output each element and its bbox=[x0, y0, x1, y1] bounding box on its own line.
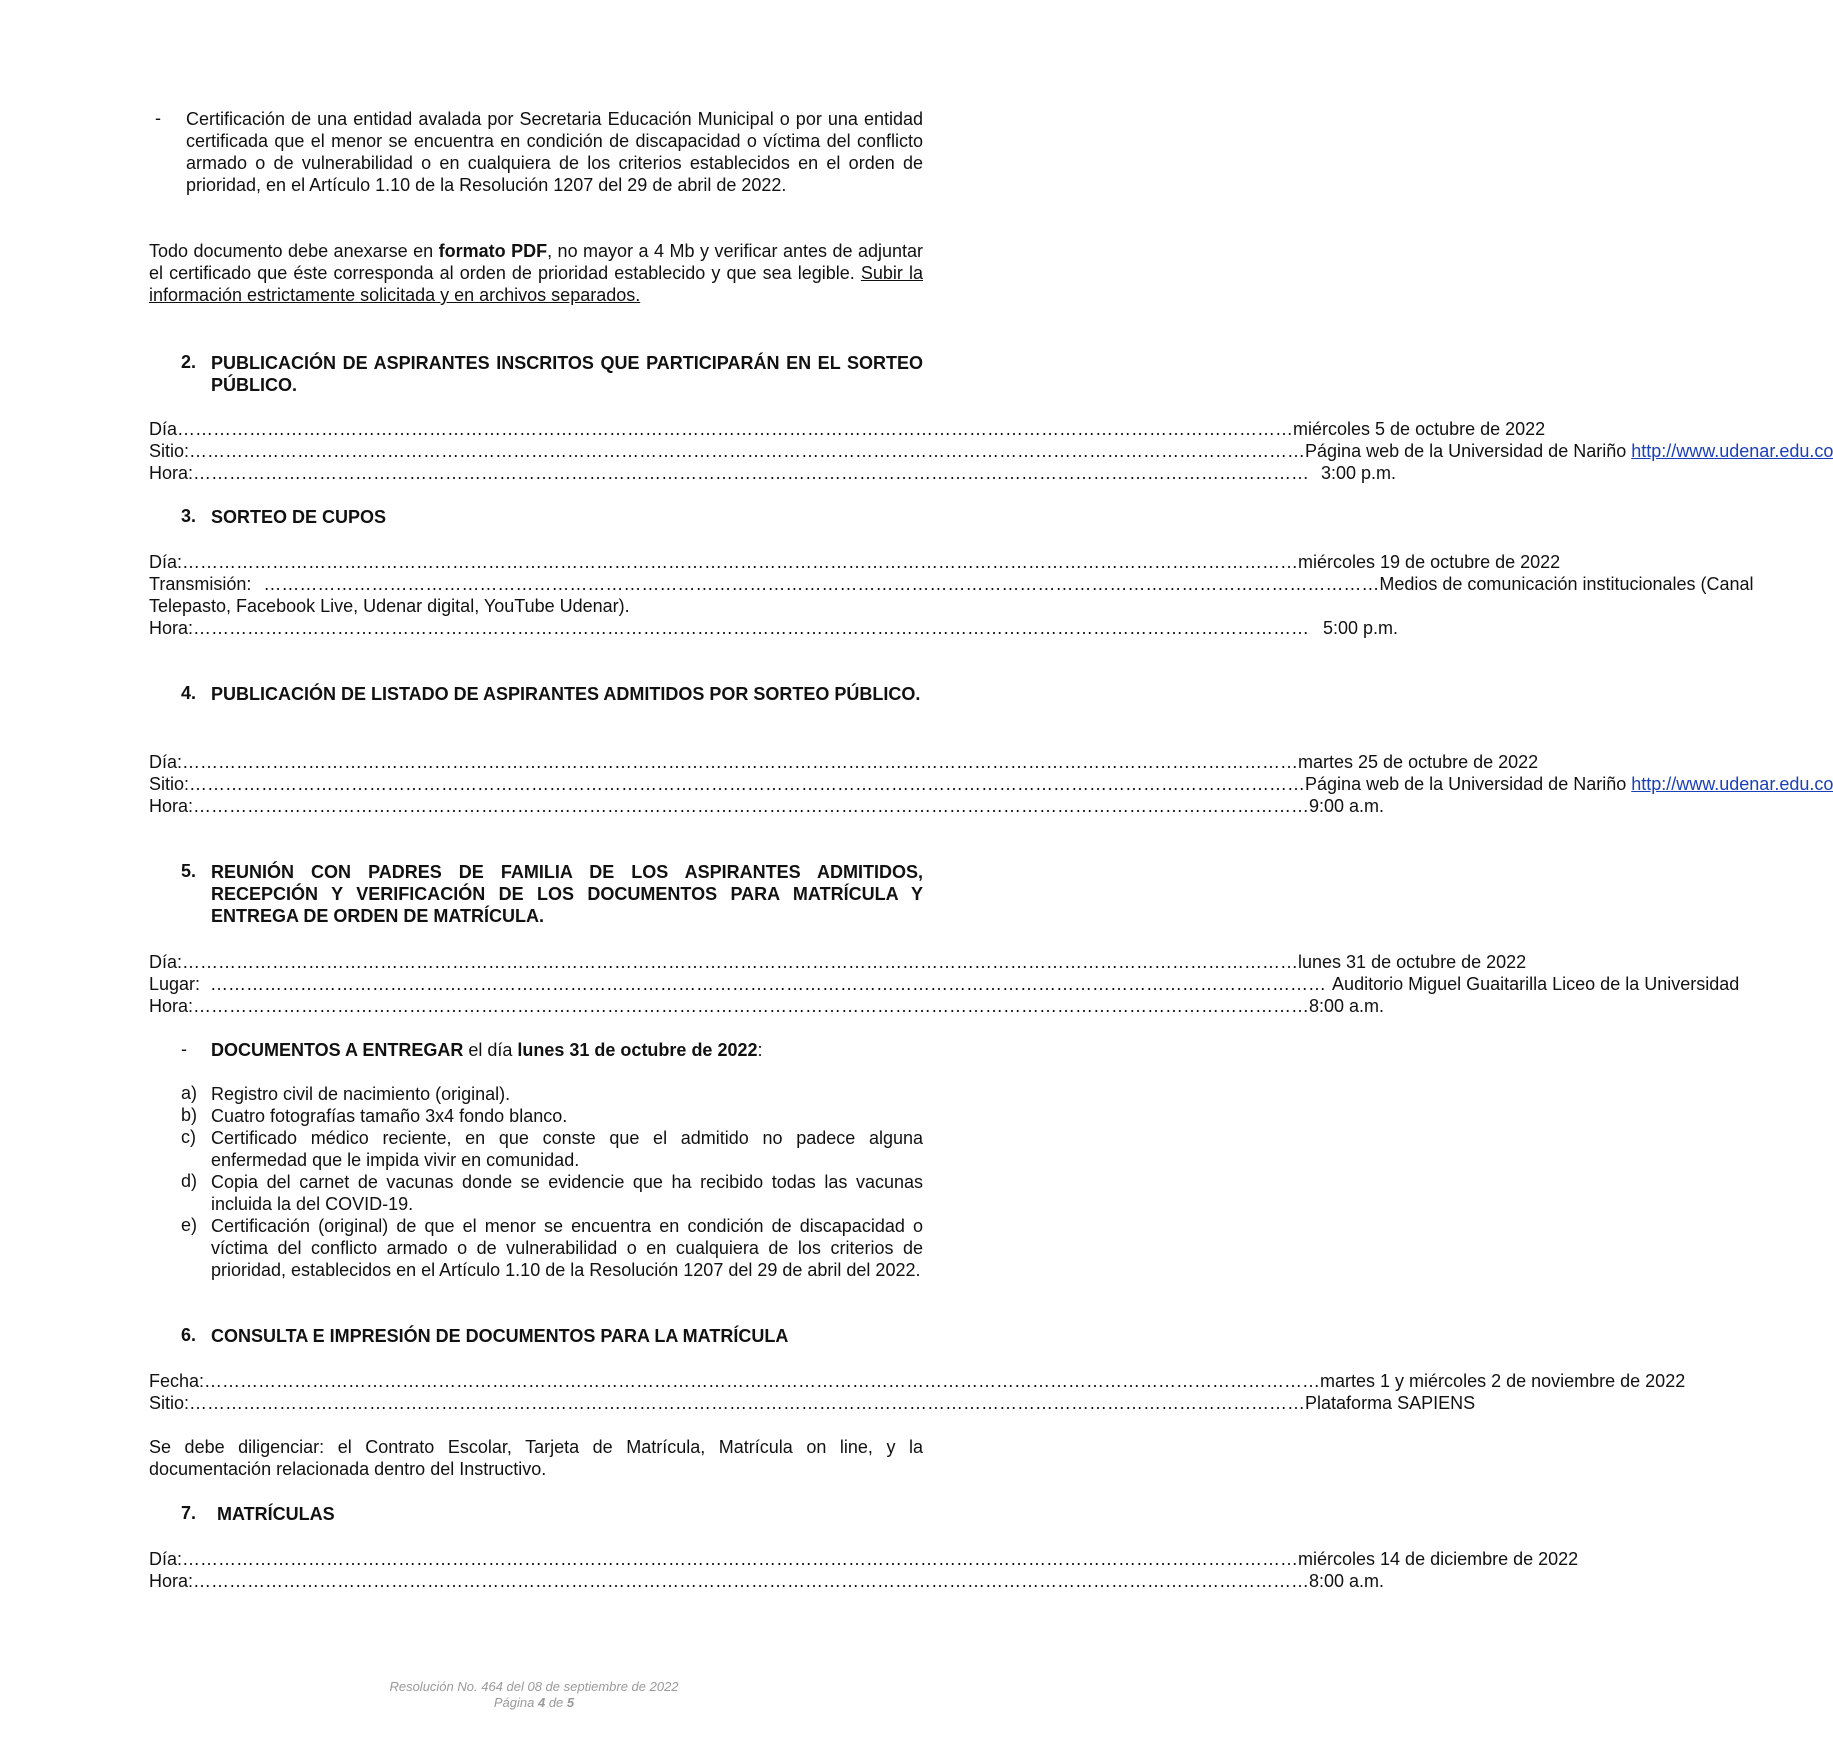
list-item-letter: e) bbox=[181, 1215, 198, 1235]
schedule-row-dia bbox=[149, 951, 1527, 973]
row-value: 5:00 p.m. bbox=[1323, 618, 1399, 638]
footer-page-number bbox=[0, 1695, 1068, 1711]
schedule-row-lugar bbox=[149, 973, 1740, 995]
para-text: , no mayor a 4 Mb y verificar antes de adjuntar el certificado que éste corresponda al orden de prioridad establecido y que sea legible. bbox=[149, 241, 924, 283]
schedule-row-fecha bbox=[149, 1370, 1686, 1392]
list-item-letter: a) bbox=[181, 1083, 198, 1103]
dot-leader: …………………………………………………………………………………………………………………………………………………………………… bbox=[193, 618, 1310, 638]
current-page: 4 bbox=[537, 1695, 546, 1710]
section-title: PUBLICACIÓN DE LISTADO DE ASPIRANTES ADMITIDOS POR SORTEO PÚBLICO. bbox=[211, 684, 921, 704]
schedule-row-dia bbox=[149, 1548, 1579, 1570]
schedule-row-hora bbox=[149, 795, 1385, 817]
para-bold: formato PDF bbox=[438, 241, 548, 261]
schedule-row-hora bbox=[149, 617, 1399, 639]
schedule-row-sitio bbox=[149, 1392, 1476, 1414]
section-title: REUNIÓN CON PADRES DE FAMILIA DE LOS ASPIRANTES ADMITIDOS, RECEPCIÓN Y VERIFICACIÓN DE LOS DOCUMENTOS PARA MATRÍCULA Y ENTREGA DE ORDEN DE MATRÍCULA. bbox=[211, 862, 923, 926]
dot-leader: …………………………………………………………………………………………………………………………………………………………………… bbox=[193, 796, 1310, 816]
pdf-instructions-paragraph bbox=[149, 240, 923, 306]
schedule-row-dia bbox=[149, 751, 1539, 773]
dot-leader: …………………………………………………………………………………………………………………………………………………………………… bbox=[182, 552, 1299, 572]
docs-heading-bold: DOCUMENTOS A ENTREGAR bbox=[211, 1040, 464, 1060]
footer-text: de bbox=[545, 1695, 567, 1710]
schedule-row-hora bbox=[149, 995, 1385, 1017]
row-value: 9:00 a.m. bbox=[1309, 796, 1385, 816]
row-value: Medios de comunicación institucionales (Canal bbox=[1379, 574, 1754, 594]
row-label: Hora: bbox=[149, 796, 194, 816]
dot-leader: …………………………………………………………………………………………………………………………………………………………………… bbox=[177, 419, 1294, 439]
list-item-letter: d) bbox=[181, 1171, 198, 1191]
row-value-text: Página web de la Universidad de Nariño bbox=[1305, 441, 1632, 461]
list-item: Certificado médico reciente, en que conste que el admitido no padece alguna enfermedad que le impida vivir en comunidad. bbox=[211, 1128, 923, 1170]
row-value: 8:00 a.m. bbox=[1309, 996, 1385, 1016]
list-item-letter: b) bbox=[181, 1105, 198, 1125]
dot-leader: …………………………………………………………………………………………………………………………………………………………………… bbox=[210, 974, 1327, 994]
row-value-text: Página web de la Universidad de Nariño bbox=[1305, 774, 1632, 794]
row-label: Día: bbox=[149, 1549, 183, 1569]
docs-heading-text: el día bbox=[463, 1040, 518, 1060]
row-label: Hora: bbox=[149, 463, 194, 483]
row-label: Sitio: bbox=[149, 1393, 190, 1413]
row-value: miércoles 19 de octubre de 2022 bbox=[1298, 552, 1561, 572]
docs-dash: - bbox=[181, 1039, 187, 1059]
section-title: MATRÍCULAS bbox=[217, 1504, 335, 1524]
schedule-row-dia bbox=[149, 418, 1546, 440]
row-label: Día: bbox=[149, 952, 183, 972]
row-label: Lugar: bbox=[149, 974, 201, 994]
dot-leader: …………………………………………………………………………………………………………………………………………………………………… bbox=[182, 752, 1299, 772]
row-label: Hora: bbox=[149, 1571, 194, 1591]
row-label: Hora: bbox=[149, 996, 194, 1016]
dot-leader: …………………………………………………………………………………………………………………………………………………………………… bbox=[193, 1571, 1310, 1591]
row-value: martes 25 de octubre de 2022 bbox=[1298, 752, 1539, 772]
udenar-link[interactable]: http://www.udenar.edu.co bbox=[1631, 441, 1833, 461]
bullet-dash: - bbox=[155, 108, 161, 128]
row-value: Plataforma SAPIENS bbox=[1305, 1393, 1476, 1413]
schedule-row-dia bbox=[149, 551, 1561, 573]
section-number: 6. bbox=[181, 1325, 197, 1345]
row-value: miércoles 5 de octubre de 2022 bbox=[1293, 419, 1546, 439]
row-label: Fecha: bbox=[149, 1371, 205, 1391]
row-label: Sitio: bbox=[149, 774, 190, 794]
dot-leader: …………………………………………………………………………………………………………………………………………………………………… bbox=[189, 441, 1306, 461]
footer-resolution: Resolución No. 464 del 08 de septiembre de 2022 bbox=[389, 1679, 679, 1694]
dot-leader: …………………………………………………………………………………………………………………………………………………………………… bbox=[182, 952, 1299, 972]
dot-leader: …………………………………………………………………………………………………………………………………………………………………… bbox=[204, 1371, 1321, 1391]
list-item: Cuatro fotografías tamaño 3x4 fondo blanco. bbox=[211, 1106, 568, 1126]
total-pages: 5 bbox=[566, 1695, 575, 1710]
dot-leader: …………………………………………………………………………………………………………………………………………………………………… bbox=[193, 463, 1310, 483]
row-label: Transmisión: bbox=[149, 574, 252, 594]
schedule-row-sitio bbox=[149, 773, 1833, 795]
list-item: Copia del carnet de vacunas donde se evidencie que ha recibido todas las vacunas incluida la del COVID-19. bbox=[211, 1172, 923, 1214]
dot-leader: …………………………………………………………………………………………………………………………………………………………………… bbox=[263, 574, 1380, 594]
schedule-row-hora bbox=[149, 1570, 1385, 1592]
row-value: lunes 31 de octubre de 2022 bbox=[1298, 952, 1527, 972]
docs-heading bbox=[211, 1039, 923, 1061]
schedule-row-hora bbox=[149, 462, 1397, 484]
row-value: Auditorio Miguel Guaitarilla Liceo de la Universidad bbox=[1332, 974, 1740, 994]
list-item: Registro civil de nacimiento (original). bbox=[211, 1084, 511, 1104]
section-number: 2. bbox=[181, 352, 197, 372]
para-text: Todo documento debe anexarse en bbox=[149, 241, 439, 261]
row-value: miércoles 14 de diciembre de 2022 bbox=[1298, 1549, 1579, 1569]
dot-leader: …………………………………………………………………………………………………………………………………………………………………… bbox=[193, 996, 1310, 1016]
docs-heading-date: lunes 31 de octubre de 2022 bbox=[517, 1040, 758, 1060]
row-value: 8:00 a.m. bbox=[1309, 1571, 1385, 1591]
section-number: 3. bbox=[181, 506, 197, 526]
transmission-continuation: Telepasto, Facebook Live, Udenar digital, YouTube Udenar). bbox=[149, 596, 630, 616]
section-title: PUBLICACIÓN DE ASPIRANTES INSCRITOS QUE PARTICIPARÁN EN EL SORTEO PÚBLICO. bbox=[211, 353, 923, 395]
list-item-letter: c) bbox=[181, 1127, 196, 1147]
section-number: 5. bbox=[181, 861, 197, 881]
row-label: Día bbox=[149, 419, 178, 439]
para-underlined: Subir la información estrictamente solicitada y en archivos separados. bbox=[149, 263, 924, 305]
row-value bbox=[1305, 773, 1833, 795]
dot-leader: …………………………………………………………………………………………………………………………………………………………………… bbox=[189, 1393, 1306, 1413]
section-number: 7. bbox=[181, 1503, 197, 1523]
dot-leader: …………………………………………………………………………………………………………………………………………………………………… bbox=[189, 774, 1306, 794]
enrollment-note: Se debe diligenciar: el Contrato Escolar, Tarjeta de Matrícula, Matrícula on line, y la documentación relacionada dentro del Instructivo. bbox=[149, 1437, 923, 1479]
footer-text: Página bbox=[493, 1695, 538, 1710]
row-label: Hora: bbox=[149, 618, 194, 638]
section-title: SORTEO DE CUPOS bbox=[211, 507, 387, 527]
list-item: Certificación (original) de que el menor se encuentra en condición de discapacidad o víctima del conflicto armado o de vulnerabilidad o en cualquiera de los criterios de prioridad, establecidos en el Artículo 1.10 de la Resolución 1207 del 29 de abril del 2022. bbox=[211, 1216, 923, 1280]
row-value: martes 1 y miércoles 2 de noviembre de 2022 bbox=[1320, 1371, 1686, 1391]
udenar-link[interactable]: http://www.udenar.edu.co bbox=[1631, 774, 1833, 794]
section-title: CONSULTA E IMPRESIÓN DE DOCUMENTOS PARA LA MATRÍCULA bbox=[211, 1326, 789, 1346]
schedule-row-sitio bbox=[149, 440, 1833, 462]
docs-heading-colon: : bbox=[757, 1040, 763, 1060]
row-label: Sitio: bbox=[149, 441, 190, 461]
row-label: Día: bbox=[149, 552, 183, 572]
row-value bbox=[1305, 440, 1833, 462]
bullet-text: Certificación de una entidad avalada por Secretaria Educación Municipal o por una entidad certificada que el menor se encuentra en condición de discapacidad o víctima del conflicto armado o de vulnerabilidad o en cualquiera de los criterios establecidos en el orden de prioridad, en el Artículo 1.10 de la Resolución 1207 del 29 de abril de 2022. bbox=[186, 109, 923, 195]
dot-leader: …………………………………………………………………………………………………………………………………………………………………… bbox=[182, 1549, 1299, 1569]
section-number: 4. bbox=[181, 683, 197, 703]
row-value: 3:00 p.m. bbox=[1321, 463, 1397, 483]
row-label: Día: bbox=[149, 752, 183, 772]
schedule-row-transmision bbox=[149, 573, 1754, 595]
